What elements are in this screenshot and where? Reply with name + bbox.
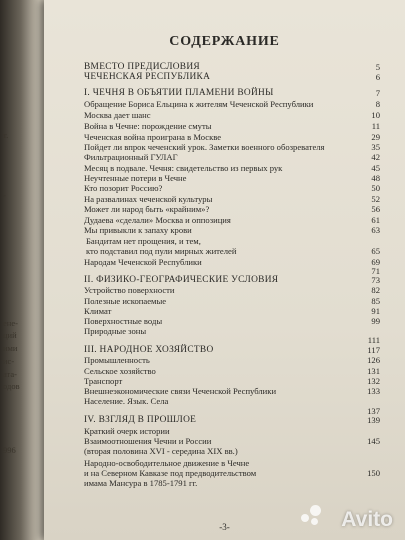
toc-entry-title: Климат	[84, 306, 112, 316]
toc-entry-page: 85	[371, 296, 380, 306]
toc-entry-title: Пойдет ли впрок чеченский урок. Заметки военного обозревателя	[84, 142, 325, 152]
toc-entry	[84, 355, 380, 366]
left-page-fragment: ене-	[3, 318, 18, 328]
toc-entry-page: 145	[367, 436, 380, 446]
toc-entry	[84, 99, 380, 110]
toc-entry-title: Может ли народ быть «крайним»?	[84, 204, 210, 214]
toc-entry-title: Устройство поверхности	[84, 285, 175, 295]
toc-entry-title: Народно-освободительное движение в Чечне	[84, 458, 250, 468]
page-title: СОДЕРЖАНИЕ	[169, 34, 280, 49]
toc-entry-title: Промышленность	[84, 355, 150, 365]
toc-entry-title: Дудаева «сделали» Москва и оппозиция	[84, 215, 231, 225]
toc-entry-page: 137	[367, 406, 380, 416]
toc-entry-page: 65	[371, 246, 380, 256]
toc-entry-title: ВМЕСТО ПРЕДИСЛОВИЯ	[84, 62, 200, 72]
left-page-fragment: 996	[3, 445, 16, 455]
toc-entry-title: На развалинах чеченской культуры	[84, 194, 213, 204]
toc-entry	[84, 446, 380, 457]
toc-entry-page: 6	[375, 72, 380, 82]
toc-entry-title: (вторая половина XVI - середина XIX вв.)	[84, 446, 238, 456]
toc-entry-page: 133	[367, 386, 380, 396]
toc-entry-title: Транспорт	[84, 376, 123, 386]
toc-entry-title: I. ЧЕЧНЯ В ОБЪЯТИИ ПЛАМЕНИ ВОЙНЫ	[84, 88, 274, 98]
left-page-fragment: т.	[3, 130, 9, 140]
toc-entry-page: 82	[371, 285, 380, 295]
toc-entry-title: и на Северном Кавказе под предводительством	[84, 468, 257, 478]
toc-entry-page: 10	[371, 110, 380, 120]
toc-entry-title: Народам Чеченской Республики	[84, 257, 202, 267]
toc-entry-title: кто подставил под пули мирных жителей	[86, 246, 237, 256]
toc-entry-page: 48	[371, 173, 380, 183]
toc-entry-page: 42	[371, 152, 380, 162]
toc-entry-page: 61	[371, 215, 380, 225]
toc-entry-page: 71	[371, 266, 380, 276]
toc-entry-title: ЧЕЧЕНСКАЯ РЕСПУБЛИКА	[84, 72, 211, 82]
left-page-fragment: ими	[3, 343, 18, 353]
toc-entry-title: Взаимоотношения Чечни и России	[84, 436, 212, 446]
toc-entry-title: Мы привыкли к запаху крови	[84, 225, 192, 235]
toc-entry-title: Сельское хозяйство	[84, 366, 156, 376]
left-page-fragment: одов	[3, 381, 20, 391]
toc-entry-page: 52	[371, 194, 380, 204]
toc-entry-title: Кто позорит Россию?	[84, 183, 163, 193]
toc-entry-page: 150	[367, 468, 380, 478]
left-page-fragment: ций	[3, 330, 17, 340]
left-page-fragment: -	[3, 190, 6, 200]
toc-entry-page: 63	[371, 225, 380, 235]
toc-entry-title: Обращение Бориса Ельцина к жителям Чеченской Республики	[84, 99, 314, 109]
toc-entry-page: 91	[371, 306, 380, 316]
toc-entry-title: Внешнеэкономические связи Чеченской Республики	[84, 386, 277, 396]
toc-entry-title: Население. Язык. Села	[84, 396, 169, 406]
toc-entry-page: 35	[371, 142, 380, 152]
toc-entry	[84, 415, 380, 426]
toc-entry-page: 29	[371, 132, 380, 142]
toc-entry-page: 131	[367, 366, 380, 376]
toc-entry	[84, 478, 380, 489]
toc-entry-page: 11	[371, 121, 380, 131]
book-page	[44, 0, 405, 540]
left-page-fragment: ата-	[3, 369, 17, 379]
toc-entry-title: Месяц в подвале. Чечня: свидетельство из первых рук	[84, 163, 283, 173]
toc-entry	[84, 152, 380, 163]
toc-entry-page: 45	[371, 163, 380, 173]
toc-entry-page: 111	[367, 335, 380, 345]
toc-entry-page: 139	[367, 415, 380, 425]
toc-entry-title: Бандитам нет прощения, и тем,	[86, 236, 201, 246]
toc-entry	[84, 110, 380, 121]
toc-entry-page: 5	[375, 62, 380, 72]
avito-logo-icon	[301, 505, 323, 527]
toc-entry-page: 117	[367, 345, 380, 355]
toc-entry-page: 132	[367, 376, 380, 386]
toc-entry	[84, 204, 380, 215]
toc-entry-title: Краткий очерк истории	[84, 426, 170, 436]
toc-entry-page: 69	[371, 257, 380, 267]
left-page-fragment: ис-	[3, 356, 15, 366]
toc-entry-title: IV. ВЗГЛЯД В ПРОШЛОЕ	[84, 415, 197, 425]
toc-entry-page: 99	[371, 316, 380, 326]
toc-entry-title: Неучтенные потери в Чечне	[84, 173, 187, 183]
toc-entry-page: 8	[375, 99, 380, 109]
toc-entry-page: 7	[375, 88, 380, 98]
toc-entry-title: III. НАРОДНОЕ ХОЗЯЙСТВО	[84, 345, 214, 355]
toc-entry	[84, 72, 380, 83]
toc-entry	[84, 183, 380, 194]
toc-entry-title: Полезные ископаемые	[84, 296, 167, 306]
toc-entry-title: Природные зоны	[84, 326, 147, 336]
toc-entry	[84, 225, 380, 236]
toc-entry-title: имама Мансура в 1785-1791 гг.	[84, 478, 198, 488]
toc-entry-page: 50	[371, 183, 380, 193]
toc-entry-page: 126	[367, 355, 380, 365]
toc-entry-title: II. ФИЗИКО-ГЕОГРАФИЧЕСКИЕ УСЛОВИЯ	[84, 275, 279, 285]
toc-entry	[84, 246, 380, 257]
toc-entry	[84, 285, 380, 296]
toc-entry-title: Поверхностные воды	[84, 316, 163, 326]
toc-entry-title: Чеченская война проиграна в Москве	[84, 132, 222, 142]
toc-entry-page: 73	[371, 275, 380, 285]
page-number: -3-	[219, 522, 230, 532]
watermark: Avito	[341, 508, 393, 531]
toc-entry-title: Москва дает шанс	[84, 110, 151, 120]
toc-entry	[84, 88, 380, 99]
toc-entry-title: Война в Чечне: порождение смуты	[84, 121, 212, 131]
toc-entry	[84, 121, 380, 132]
toc-entry-page: 56	[371, 204, 380, 214]
toc-entry-title: Фильтрационный ГУЛАГ	[84, 152, 178, 162]
